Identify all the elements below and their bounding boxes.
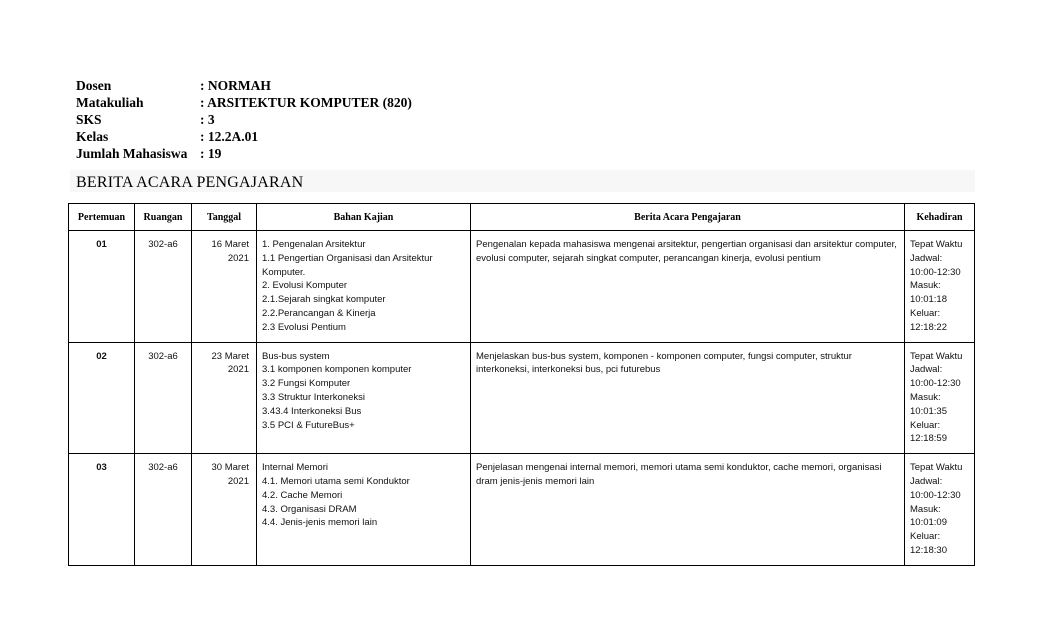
cell-kehadiran: [905, 342, 975, 454]
bahan-line: 2.2.Perancangan & Kinerja: [262, 307, 376, 319]
bahan-line: Bus-bus system: [262, 350, 330, 362]
cell-berita-acara: Menjelaskan bus-bus system, komponen - komponen computer, fungsi computer, struktur interkoneksi, interkoneksi bus, pci futurebus: [471, 342, 905, 454]
cell-tanggal: [192, 342, 257, 454]
kehadiran-jadwal-label: Jadwal:: [910, 475, 943, 487]
table-row: [69, 454, 975, 566]
info-row-matakuliah: [76, 94, 412, 111]
cell-ruangan: 302-a6: [135, 231, 192, 343]
table-header-row: [69, 204, 975, 231]
kehadiran-jadwal-label: Jadwal:: [910, 364, 943, 376]
kehadiran-keluar-value: 12:18:22: [910, 321, 947, 333]
bahan-line: Internal Memori: [262, 462, 328, 474]
tanggal-date: 23 Maret: [211, 350, 249, 362]
lecture-info: [76, 77, 412, 162]
tanggal-date: 30 Maret: [211, 462, 249, 474]
cell-ruangan: 302-a6: [135, 342, 192, 454]
kehadiran-masuk-value: 10:01:18: [910, 294, 947, 306]
sks-label: SKS: [76, 112, 102, 127]
bahan-line: 4.1. Memori utama semi Konduktor: [262, 475, 410, 487]
kehadiran-status: Tepat Waktu: [910, 350, 963, 362]
bahan-line: 3.1 komponen komponen komputer: [262, 364, 412, 376]
kehadiran-jadwal-label: Jadwal:: [910, 252, 943, 264]
kehadiran-status: Tepat Waktu: [910, 239, 963, 250]
kehadiran-masuk-value: 10:01:09: [910, 517, 947, 529]
kehadiran-keluar-label: Keluar:: [910, 307, 941, 319]
cell-ruangan: 302-a6: [135, 454, 192, 566]
dosen-label: Dosen: [76, 78, 112, 93]
bahan-line: 3.3 Struktur Interkoneksi: [262, 391, 365, 403]
bahan-line: 4.3. Organisasi DRAM: [262, 503, 357, 515]
table-row: [69, 231, 975, 343]
header-tanggal: Tanggal: [192, 204, 257, 231]
bahan-line: Komputer.: [262, 266, 306, 278]
dosen-value: : NORMAH: [200, 78, 271, 93]
matakuliah-label: Matakuliah: [76, 95, 144, 110]
kehadiran-keluar-value: 12:18:30: [910, 544, 947, 556]
kehadiran-keluar-value: 12:18:59: [910, 433, 947, 445]
page-title: BERITA ACARA PENGAJARAN: [76, 174, 304, 191]
bahan-line: 2.3 Evolusi Pentium: [262, 321, 346, 333]
cell-kehadiran: [905, 231, 975, 343]
bahan-line: 3.2 Fungsi Komputer: [262, 378, 351, 390]
info-row-dosen: [76, 77, 412, 94]
table-row: [69, 342, 975, 454]
cell-berita-acara: Penjelasan mengenai internal memori, memori utama semi konduktor, cache memori, organisasi dram jenis-jenis memori lain: [471, 454, 905, 566]
tanggal-year: 2021: [227, 364, 249, 376]
bahan-line: 1. Pengenalan Arsitektur: [262, 239, 366, 250]
cell-bahan-kajian: [257, 454, 471, 566]
cell-kehadiran: [905, 454, 975, 566]
cell-pertemuan: 02: [69, 342, 135, 454]
jumlah-mahasiswa-label: Jumlah Mahasiswa: [76, 146, 188, 161]
kelas-label: Kelas: [76, 129, 109, 144]
jumlah-mahasiswa-value: : 19: [200, 146, 222, 161]
bahan-line: 3.5 PCI & FutureBus+: [262, 419, 355, 431]
kehadiran-masuk-label: Masuk:: [910, 280, 941, 292]
tanggal-date: 16 Maret: [211, 239, 249, 250]
cell-pertemuan: 03: [69, 454, 135, 566]
bahan-line: 3.43.4 Interkoneksi Bus: [262, 405, 362, 417]
header-bahan-kajian: Bahan Kajian: [257, 204, 471, 231]
bahan-line: 4.2. Cache Memori: [262, 489, 343, 501]
header-ruangan: Ruangan: [135, 204, 192, 231]
tanggal-year: 2021: [227, 475, 249, 487]
info-row-kelas: [76, 128, 412, 145]
teaching-report-table: [68, 203, 975, 566]
kehadiran-jadwal-value: 10:00-12:30: [910, 266, 961, 278]
header-kehadiran: Kehadiran: [905, 204, 975, 231]
bahan-line: 4.4. Jenis-jenis memori lain: [262, 517, 378, 529]
kehadiran-masuk-value: 10:01:35: [910, 405, 947, 417]
kehadiran-masuk-label: Masuk:: [910, 503, 941, 515]
matakuliah-value: : ARSITEKTUR KOMPUTER (820): [200, 95, 412, 110]
cell-tanggal: [192, 454, 257, 566]
kelas-value: : 12.2A.01: [200, 129, 259, 144]
tanggal-year: 2021: [227, 252, 249, 264]
header-pertemuan: Pertemuan: [69, 204, 135, 231]
info-row-jumlah-mahasiswa: [76, 145, 412, 162]
bahan-line: 2.1.Sejarah singkat komputer: [262, 294, 386, 306]
cell-bahan-kajian: [257, 231, 471, 343]
bahan-line: 1.1 Pengertian Organisasi dan Arsitektur: [262, 252, 433, 264]
kehadiran-status: Tepat Waktu: [910, 462, 963, 474]
kehadiran-jadwal-value: 10:00-12:30: [910, 378, 961, 390]
kehadiran-keluar-label: Keluar:: [910, 531, 941, 543]
cell-pertemuan: 01: [69, 231, 135, 343]
cell-berita-acara: Pengenalan kepada mahasiswa mengenai arsitektur, pengertian organisasi dan arsitektur computer, evolusi computer, sejarah singkat computer, perancangan kinerja, evolusi pentium: [471, 231, 905, 343]
kehadiran-keluar-label: Keluar:: [910, 419, 941, 431]
cell-tanggal: [192, 231, 257, 343]
header-berita-acara: Berita Acara Pengajaran: [471, 204, 905, 231]
info-row-sks: [76, 111, 412, 128]
kehadiran-masuk-label: Masuk:: [910, 391, 941, 403]
bahan-line: 2. Evolusi Komputer: [262, 280, 348, 292]
cell-bahan-kajian: [257, 342, 471, 454]
sks-value: : 3: [200, 112, 215, 127]
kehadiran-jadwal-value: 10:00-12:30: [910, 489, 961, 501]
